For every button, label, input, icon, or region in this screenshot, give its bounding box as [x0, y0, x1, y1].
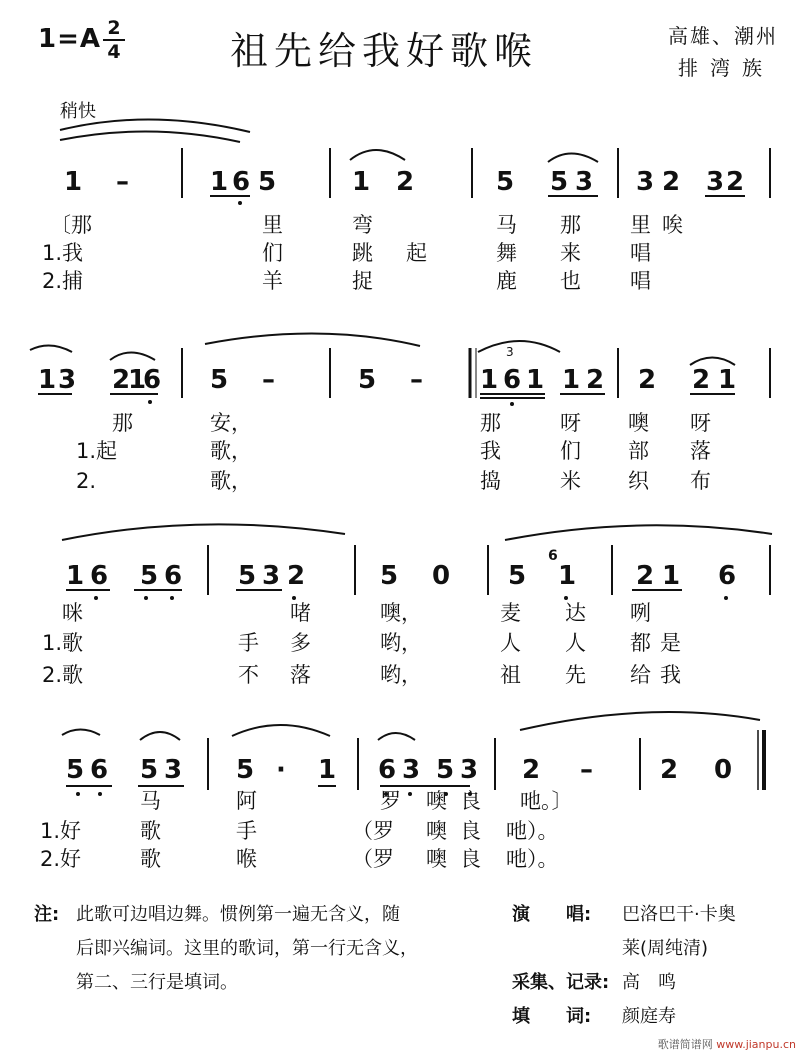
lyric: 祖 [500, 663, 521, 687]
note: 1 [66, 561, 85, 591]
note: 5 [140, 561, 159, 591]
lyric: 噢 [426, 819, 447, 843]
lyric: 里 [262, 213, 283, 237]
note: – [410, 365, 423, 395]
lyric: 那 [560, 213, 581, 237]
note: 6 [232, 167, 251, 197]
lyric: 米 [560, 469, 581, 493]
note: – [580, 755, 593, 785]
note: 5 [496, 167, 515, 197]
lyric: 捣 [480, 469, 501, 493]
lyric: 噢 [426, 789, 447, 813]
note: 5 [508, 561, 527, 591]
note: 5 [140, 755, 159, 785]
note: 3 [402, 755, 421, 785]
key-signature: 1=A [38, 24, 101, 54]
lyric: 噢 [426, 847, 447, 871]
note: 1 [38, 365, 57, 395]
note: 2 [660, 755, 679, 785]
lyric: 我 [660, 663, 681, 687]
note: 6 [90, 755, 109, 785]
note: 3 [460, 755, 479, 785]
note: 5 [238, 561, 257, 591]
lyric: 哟， [380, 663, 422, 687]
grace-note: 6 [548, 548, 558, 564]
singer-label: 演 唱: [512, 904, 592, 925]
note: 6 [378, 755, 397, 785]
system-1 [42, 119, 770, 293]
note: 3 [575, 167, 594, 197]
note: 6 [718, 561, 737, 591]
lyric: （罗 [352, 819, 394, 843]
note-line: 此歌可边唱边舞。惯例第一遍无含义，随 [76, 904, 400, 925]
lyric: 良 [460, 847, 481, 871]
lyric: 2.好 [40, 847, 82, 871]
note: 3 [706, 167, 725, 197]
lyric: 先 [565, 663, 586, 687]
note: 6 [164, 561, 183, 591]
lyric: 都 [630, 631, 651, 655]
lyric: 落 [290, 663, 311, 687]
watermark-url: www.jianpu.cn [716, 1038, 796, 1051]
note: 2 [692, 365, 711, 395]
lyric: 多 [290, 631, 311, 655]
note: 6 [143, 365, 162, 395]
lyric: 来 [560, 241, 581, 265]
note: 1 [352, 167, 371, 197]
lyric: 喉 [236, 847, 257, 871]
lyric: 舞 [496, 241, 517, 265]
lyric: 起 [406, 241, 427, 265]
lyric: 吔。〕 [520, 789, 573, 813]
note: 2 [112, 365, 131, 395]
note: 3 [164, 755, 183, 785]
lyric: 安， [210, 411, 252, 435]
lyric: 歌， [210, 469, 252, 493]
note: 0 [714, 755, 733, 785]
note: 1 [662, 561, 681, 591]
note: 1 [128, 365, 147, 395]
system-2 [30, 333, 770, 494]
lyric: 手 [236, 819, 257, 843]
note: 5 [550, 167, 569, 197]
note-line: 第二、三行是填词。 [76, 972, 238, 993]
note: 3 [262, 561, 281, 591]
note: 5 [236, 755, 255, 785]
lyric: 们 [262, 241, 283, 265]
note: 1 [64, 167, 83, 197]
lyric: （罗 [352, 847, 394, 871]
lyric: 马 [140, 789, 161, 813]
note: · [276, 755, 286, 785]
lyric: 唱 [630, 241, 651, 265]
lyric: 也 [560, 269, 581, 293]
note: 3 [636, 167, 655, 197]
lyric: 1.歌 [42, 631, 84, 655]
lyric: 1.我 [42, 241, 84, 265]
lyric: 噢 [628, 411, 649, 435]
note: – [262, 365, 275, 395]
note: 2 [636, 561, 655, 591]
lyric: 吔）。 [506, 819, 559, 843]
note: 1 [480, 365, 499, 395]
lyric: 人 [565, 631, 586, 655]
lyric: 歌 [140, 819, 161, 843]
lyric: 啫 [290, 601, 311, 625]
lyric: 咧 [630, 601, 651, 625]
svg-text:3: 3 [506, 345, 514, 359]
lyric: 给 [630, 663, 651, 687]
lyric: 是 [660, 631, 681, 655]
lyric: 羊 [262, 269, 283, 293]
note: 1 [562, 365, 581, 395]
note: 3 [58, 365, 77, 395]
note: 2 [662, 167, 681, 197]
note: 5 [66, 755, 85, 785]
note: 5 [210, 365, 229, 395]
note: – [116, 167, 129, 197]
lyric: 2. [76, 469, 97, 493]
note: 2 [638, 365, 657, 395]
lyric: 落 [690, 439, 711, 463]
collector-name: 高 鸣 [622, 972, 676, 993]
note: 5 [358, 365, 377, 395]
note: 1 [526, 365, 545, 395]
lyric: 里 [630, 213, 651, 237]
lyric: 马 [496, 213, 517, 237]
lyric: 织 [628, 469, 649, 493]
lyricist-name: 颜庭寿 [622, 1006, 676, 1027]
collector-label: 采集、记录: [512, 972, 610, 993]
lyric: 达 [565, 601, 586, 625]
lyric: 2.歌 [42, 663, 84, 687]
lyric: 麦 [500, 601, 521, 625]
lyric: 〔那 [50, 213, 92, 237]
lyricist-label: 填 词: [512, 1006, 592, 1027]
lyric: 鹿 [496, 269, 517, 293]
system-3 [42, 524, 772, 688]
note: 5 [380, 561, 399, 591]
lyric: 布 [690, 469, 711, 493]
note: 2 [287, 561, 306, 591]
lyric: 那 [112, 411, 133, 435]
lyric: 歌， [210, 439, 252, 463]
lyric: 不 [238, 663, 259, 687]
lyric: 唉 [662, 213, 683, 237]
lyric: 人 [500, 631, 521, 655]
note: 1 [558, 561, 577, 591]
note: 0 [432, 561, 451, 591]
origin-region: 高雄、潮州 [668, 24, 778, 48]
meter-top: 2 [107, 17, 121, 39]
lyric: 1.起 [76, 439, 118, 463]
note: 6 [503, 365, 522, 395]
lyric: 咪 [62, 601, 83, 625]
note: 2 [586, 365, 605, 395]
tempo-marking: 稍快 [60, 101, 96, 122]
note: 2 [522, 755, 541, 785]
lyric: 捉 [352, 269, 373, 293]
meter-bottom: 4 [107, 41, 121, 63]
note-label: 注: [34, 904, 60, 925]
lyric: 呀 [560, 411, 581, 435]
system-4 [40, 712, 764, 871]
song-title: 祖先给我好歌喉 [230, 29, 539, 73]
note: 1 [318, 755, 337, 785]
lyric: 阿 [236, 789, 257, 813]
lyric: 1.好 [40, 819, 82, 843]
watermark-site: 歌谱简谱网 [657, 1038, 713, 1051]
lyric: 良 [460, 819, 481, 843]
lyric: 哟， [380, 631, 422, 655]
lyric: 手 [238, 631, 259, 655]
note: 5 [258, 167, 277, 197]
lyric: 良 [460, 789, 481, 813]
note: 5 [436, 755, 455, 785]
lyric: 吔）。 [506, 847, 559, 871]
lyric: 部 [628, 439, 649, 463]
note-line: 后即兴编词。这里的歌词，第一行无含义， [76, 938, 418, 959]
note: 1 [718, 365, 737, 395]
lyric: 们 [560, 439, 581, 463]
note: 6 [90, 561, 109, 591]
note: 2 [396, 167, 415, 197]
lyric: 弯 [352, 213, 373, 237]
lyric: 跳 [352, 241, 373, 265]
note: 1 [210, 167, 229, 197]
singer-name-cont: 莱(周纯清) [622, 938, 709, 959]
lyric: 我 [480, 439, 501, 463]
watermark [658, 1036, 796, 1052]
lyric: 罗 [380, 789, 401, 813]
origin-tribe: 排湾族 [678, 56, 774, 80]
lyric: 歌 [140, 847, 161, 871]
lyric: 那 [480, 411, 501, 435]
note: 2 [726, 167, 745, 197]
lyric: 唱 [630, 269, 651, 293]
lyric: 噢， [380, 601, 422, 625]
lyric: 2.捕 [42, 269, 84, 293]
singer-name: 巴洛巴干·卡奥 [622, 904, 736, 925]
lyric: 呀 [690, 411, 711, 435]
